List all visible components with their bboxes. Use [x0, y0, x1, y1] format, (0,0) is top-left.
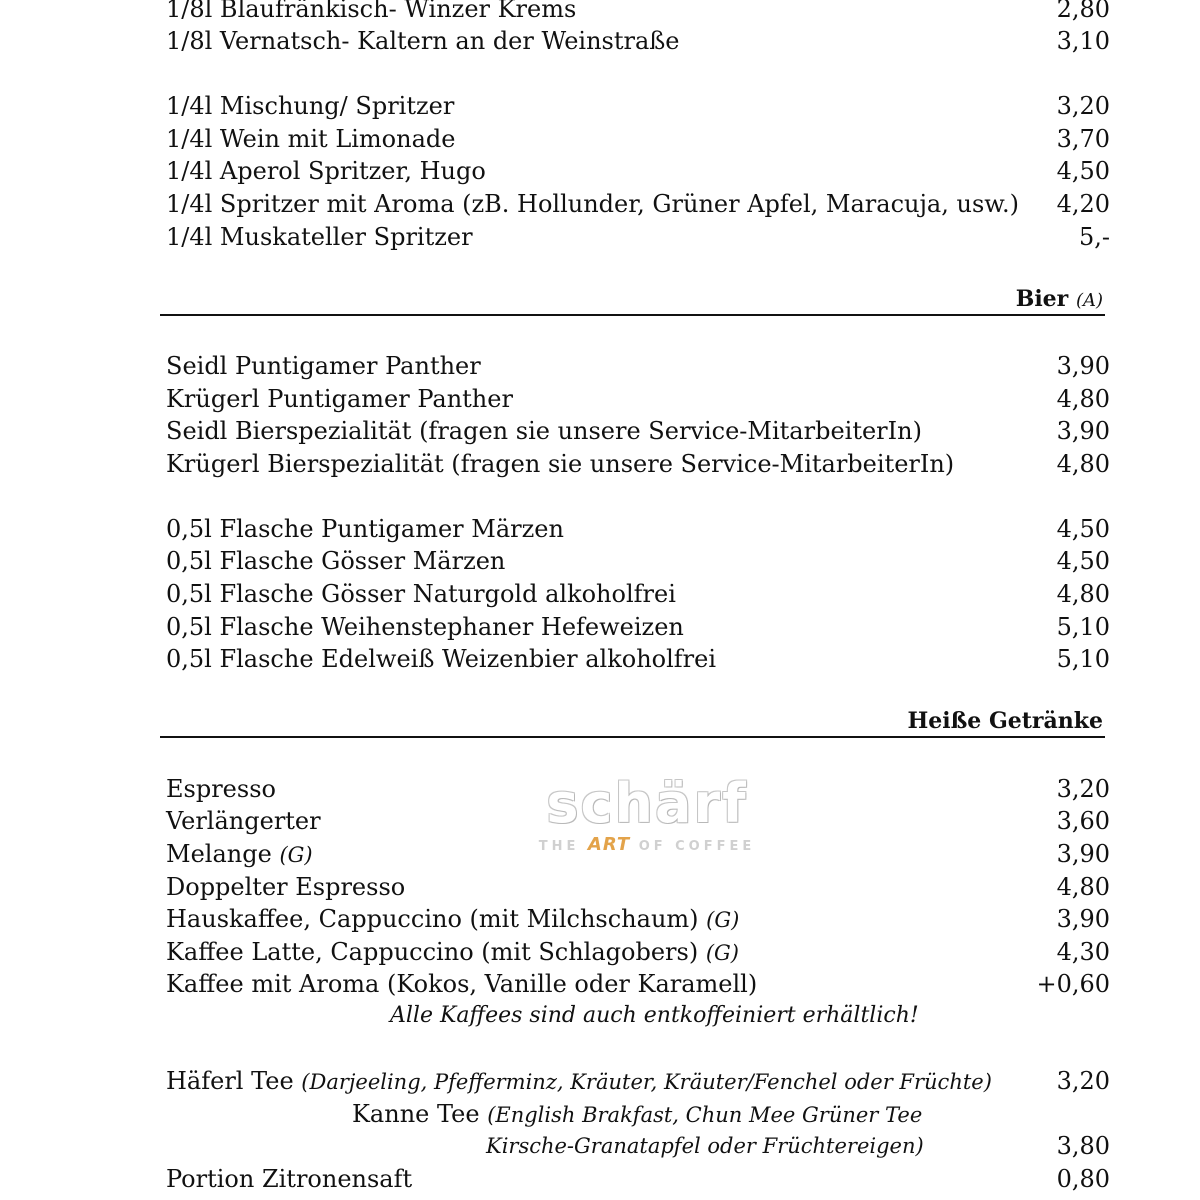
item-name: Espresso [166, 775, 276, 803]
section-header-bier [160, 284, 1105, 316]
beer-item [166, 351, 1110, 381]
item-label: 1/8l Blaufränkisch- Winzer Krems [166, 0, 577, 23]
item-label: 0,5l Flasche Puntigamer Märzen [166, 515, 564, 543]
spritzer-item [166, 124, 1110, 154]
beer-bottle-item [166, 579, 1110, 609]
item-price: 5,10 [1056, 645, 1110, 673]
item-price: 3,80 [1056, 1132, 1110, 1160]
item-price: 3,90 [1056, 840, 1110, 868]
item-price: 2,80 [1056, 0, 1110, 23]
beer-item [166, 449, 1110, 479]
spritzer-item [166, 222, 1110, 252]
coffee-item [166, 839, 1110, 869]
item-label: 1/4l Spritzer mit Aroma (zB. Hollunder, Grüner Apfel, Maracuja, usw.) [166, 190, 1019, 218]
item-price: 4,80 [1056, 385, 1110, 413]
tea-item-kanne [352, 1099, 1110, 1129]
item-price: 3,20 [1056, 92, 1110, 120]
logo-tag-right: OF COFFEE [638, 839, 756, 854]
coffee-item [166, 969, 1110, 999]
item-name: Kaffee Latte, Cappuccino (mit Schlagobers) [166, 938, 699, 966]
item-price: 3,20 [1056, 775, 1110, 803]
item-price: 4,50 [1056, 157, 1110, 185]
beer-bottle-item [166, 514, 1110, 544]
coffee-item [166, 937, 1110, 967]
coffee-item [166, 774, 1110, 804]
beer-item [166, 384, 1110, 414]
item-label: Krügerl Bierspezialität (fragen sie unsere Service-MitarbeiterIn) [166, 450, 955, 478]
coffee-item [166, 872, 1110, 902]
item-label [166, 1066, 992, 1097]
item-label: 1/4l Aperol Spritzer, Hugo [166, 157, 486, 185]
beer-bottle-item [166, 546, 1110, 576]
item-label: 0,5l Flasche Gösser Märzen [166, 547, 506, 575]
beer-bottle-item [166, 612, 1110, 642]
coffee-item [166, 806, 1110, 836]
lemon-juice-item [166, 1164, 1110, 1194]
item-price: 4,80 [1056, 873, 1110, 901]
tea-item-haeferl [166, 1066, 1110, 1096]
item-label: 1/8l Vernatsch- Kaltern an der Weinstraße [166, 27, 680, 55]
item-label: Seidl Puntigamer Panther [166, 352, 481, 380]
item-label: 1/4l Wein mit Limonade [166, 125, 456, 153]
tea-item-kanne-cont [166, 1131, 1110, 1161]
logo-wordmark: schärf [546, 772, 748, 835]
coffee-item [166, 904, 1110, 934]
item-price: 4,80 [1056, 450, 1110, 478]
item-label: Seidl Bierspezialität (fragen sie unsere Service-MitarbeiterIn) [166, 417, 922, 445]
item-label [166, 969, 757, 999]
item-label: 0,5l Flasche Edelweiß Weizenbier alkoholfrei [166, 645, 717, 673]
item-price: 5,10 [1056, 613, 1110, 641]
item-name: Kanne Tee [352, 1100, 480, 1128]
item-name: Hauskaffee, Cappuccino (mit Milchschaum) [166, 905, 699, 933]
item-label: Krügerl Puntigamer Panther [166, 385, 513, 413]
item-label [166, 872, 405, 902]
section-header-hot-drinks [160, 706, 1105, 738]
allergen-note: (G) [705, 941, 740, 965]
beer-bottle-item [166, 644, 1110, 674]
section-title-text: Bier [1015, 286, 1069, 312]
item-price: 4,20 [1056, 190, 1110, 218]
item-name: Kaffee mit Aroma (Kokos, Vanille oder Karamell) [166, 970, 758, 998]
item-label [166, 904, 739, 935]
item-label [352, 1099, 922, 1130]
item-price: +0,60 [1036, 970, 1110, 998]
item-name: Häferl Tee [166, 1067, 294, 1095]
item-name: Melange [166, 840, 272, 868]
item-price: 3,90 [1056, 905, 1110, 933]
tea-varieties: (English Brakfast, Chun Mee Grüner Tee [487, 1103, 923, 1127]
section-title [1016, 284, 1103, 316]
section-title: Heiße Getränke [907, 708, 1103, 734]
item-price: 4,50 [1056, 515, 1110, 543]
item-price: 3,90 [1056, 352, 1110, 380]
item-label: 0,5l Flasche Gösser Naturgold alkoholfrei [166, 580, 676, 608]
allergen-note: (G) [279, 843, 313, 867]
item-name: Verlängerter [166, 807, 321, 835]
logo-tag-art: ART [587, 834, 631, 855]
item-price: 3,10 [1056, 27, 1110, 55]
item-price: 4,30 [1056, 938, 1110, 966]
item-price: 4,80 [1056, 580, 1110, 608]
item-price: 3,90 [1056, 417, 1110, 445]
item-label: 0,5l Flasche Weihenstephaner Hefeweizen [166, 613, 684, 641]
item-price: 5,- [1078, 223, 1110, 251]
item-label: 1/4l Mischung/ Spritzer [166, 92, 455, 120]
beer-item [166, 416, 1110, 446]
item-price: 3,60 [1056, 807, 1110, 835]
decaf-note: Alle Kaffees sind auch entkoffeiniert erhältlich! [390, 1003, 919, 1028]
spritzer-item [166, 189, 1110, 219]
item-price: 0,80 [1056, 1165, 1110, 1193]
item-label [166, 937, 739, 968]
item-label [166, 839, 313, 870]
item-label: 1/4l Muskateller Spritzer [166, 223, 473, 251]
logo-tag-left: THE [538, 839, 580, 854]
item-label: Portion Zitronensaft [166, 1165, 413, 1193]
item-price: 3,20 [1056, 1067, 1110, 1095]
item-name: Doppelter Espresso [166, 873, 406, 901]
tea-varieties: (Darjeeling, Pfefferminz, Kräuter, Kräuter/Fenchel oder Früchte) [301, 1070, 992, 1094]
tea-varieties: Kirsche-Granatapfel oder Früchtereigen) [486, 1134, 924, 1158]
item-price: 3,70 [1056, 125, 1110, 153]
allergen-note: (A) [1075, 290, 1103, 311]
spritzer-item [166, 91, 1110, 121]
spritzer-item [166, 156, 1110, 186]
wine-item [166, 0, 1110, 24]
item-price: 4,50 [1056, 547, 1110, 575]
wine-item [166, 26, 1110, 56]
item-label [166, 774, 276, 804]
allergen-note: (G) [706, 908, 740, 932]
item-label [166, 806, 321, 836]
